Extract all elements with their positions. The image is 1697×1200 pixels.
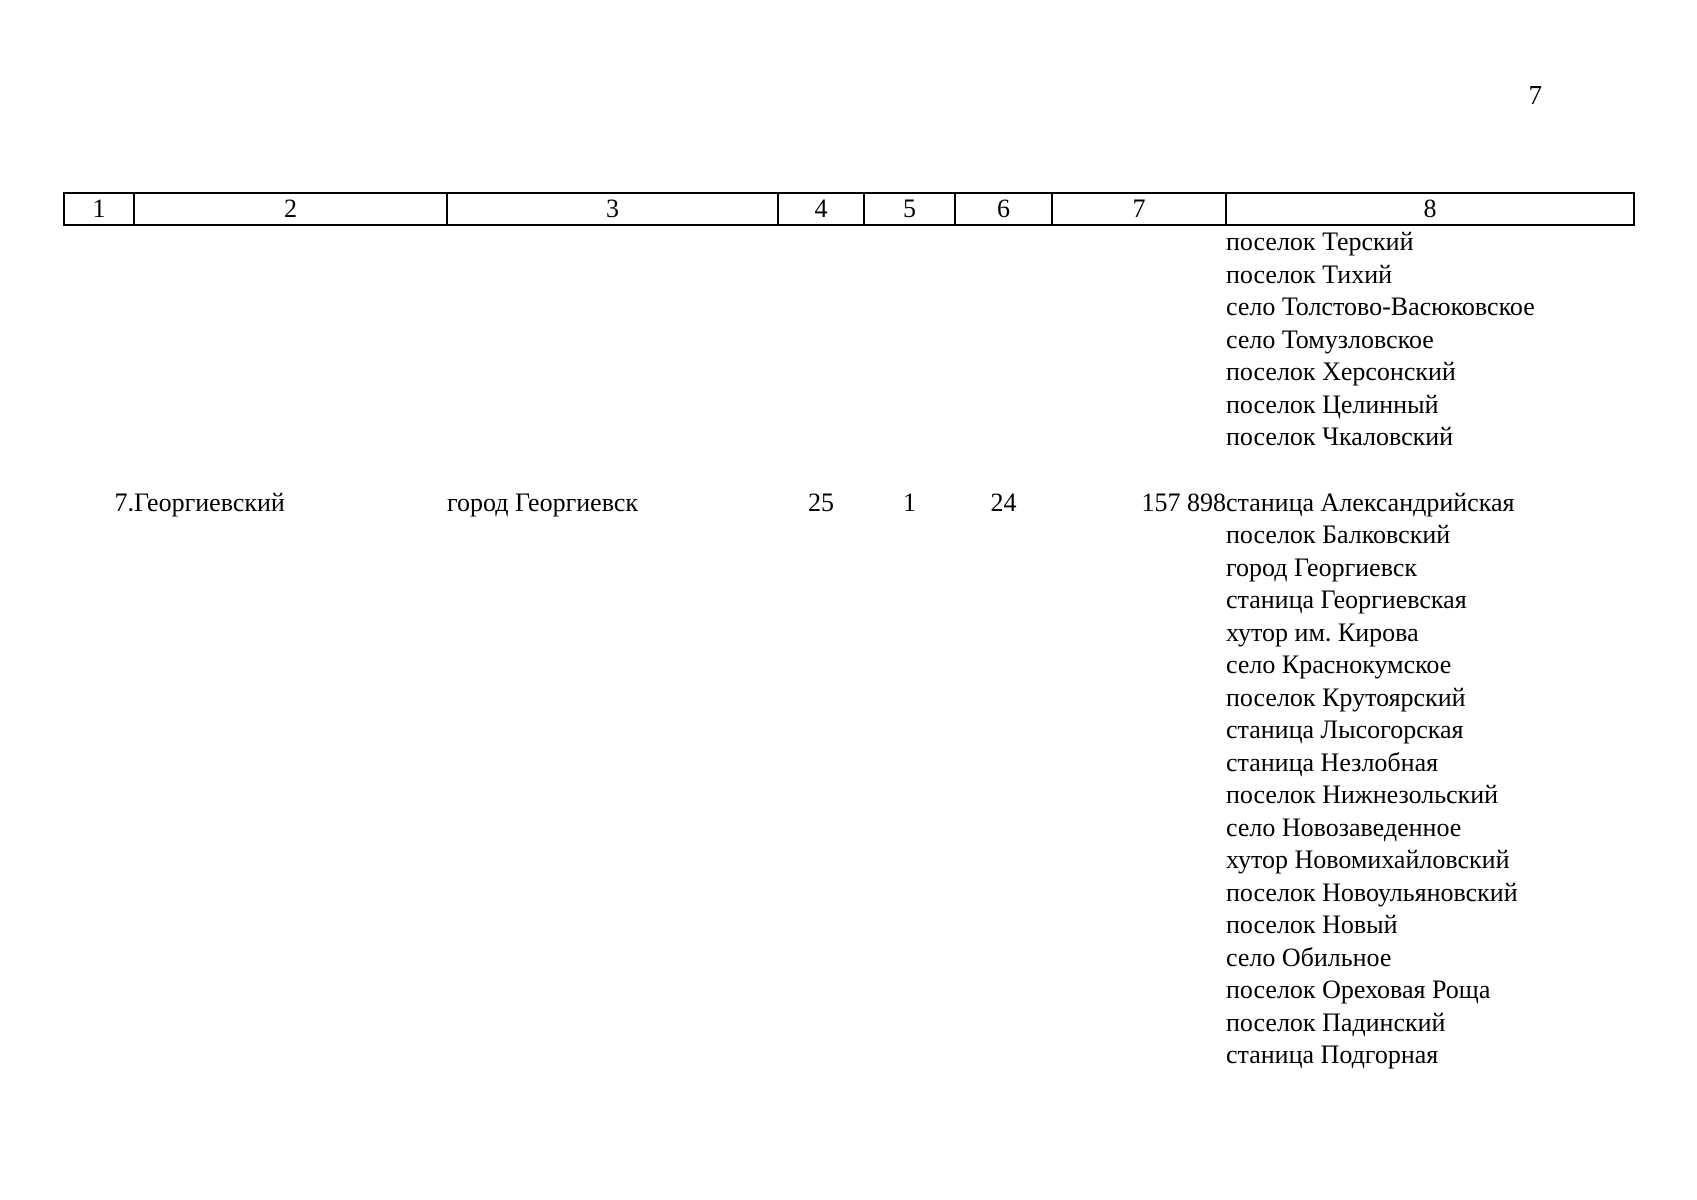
column-header-4: 4 [778, 193, 864, 225]
column-header-3: 3 [447, 193, 778, 225]
table-row [64, 487, 1634, 1072]
place-name: поселок Падинский [1226, 1007, 1446, 1037]
spacer-cell [64, 454, 1634, 487]
continuation-row [64, 225, 1634, 454]
column-header-8: 8 [1226, 193, 1634, 225]
place-name: село Толстово-Васюковское [1226, 292, 1535, 321]
column-4-value: 25 [808, 487, 834, 517]
place-name: город Георгиевск [1226, 552, 1418, 582]
population-value: 157 898 [1141, 487, 1226, 517]
column-header-6: 6 [955, 193, 1052, 225]
place-name: поселок Целинный [1226, 389, 1439, 419]
table-header [64, 193, 1634, 225]
place-name: поселок Нижнезольский [1226, 780, 1499, 809]
place-name: село Обильное [1226, 942, 1392, 972]
place-name: поселок Новоульяновский [1226, 877, 1518, 907]
places-cell [1226, 487, 1634, 1072]
row-index: 7. [114, 487, 134, 517]
continuation-places-cell [1226, 225, 1634, 454]
place-name: станица Незлобная [1226, 747, 1439, 777]
place-name: поселок Чкаловский [1226, 422, 1454, 451]
column-5-value: 1 [903, 487, 916, 517]
place-name: станица Александрийская [1226, 487, 1515, 517]
place-name: село Новозаведенное [1226, 812, 1462, 842]
place-name: село Краснокумское [1226, 650, 1452, 679]
place-name: поселок Новый [1226, 910, 1398, 939]
place-name: хутор Новомихайловский [1226, 845, 1510, 874]
column-header-5: 5 [864, 193, 955, 225]
settlements-table [63, 192, 1635, 1072]
place-name: поселок Ореховая Роща [1226, 975, 1491, 1004]
district-name: Георгиевский [134, 487, 285, 517]
place-name: поселок Терский [1226, 227, 1414, 256]
place-name: село Томузловское [1226, 324, 1434, 354]
place-name: поселок Балковский [1226, 520, 1451, 549]
continuation-empty-cells [64, 225, 1226, 454]
place-name: станица Лысогорская [1226, 715, 1464, 744]
row-spacer [64, 454, 1634, 487]
column-header-7: 7 [1052, 193, 1226, 225]
header-row [64, 193, 1634, 225]
column-6-value: 24 [990, 487, 1017, 517]
place-name: хутор им. Кирова [1226, 617, 1419, 647]
page-number: 7 [1528, 80, 1542, 110]
column-header-2: 2 [134, 193, 447, 225]
place-name: поселок Херсонский [1226, 357, 1456, 386]
place-name: поселок Тихий [1226, 259, 1393, 289]
place-name: станица Подгорная [1226, 1040, 1439, 1069]
column-header-1: 1 [64, 193, 134, 225]
place-name: поселок Крутоярский [1226, 682, 1466, 712]
administrative-center: город Георгиевск [447, 487, 639, 517]
place-name: станица Георгиевская [1226, 585, 1467, 614]
